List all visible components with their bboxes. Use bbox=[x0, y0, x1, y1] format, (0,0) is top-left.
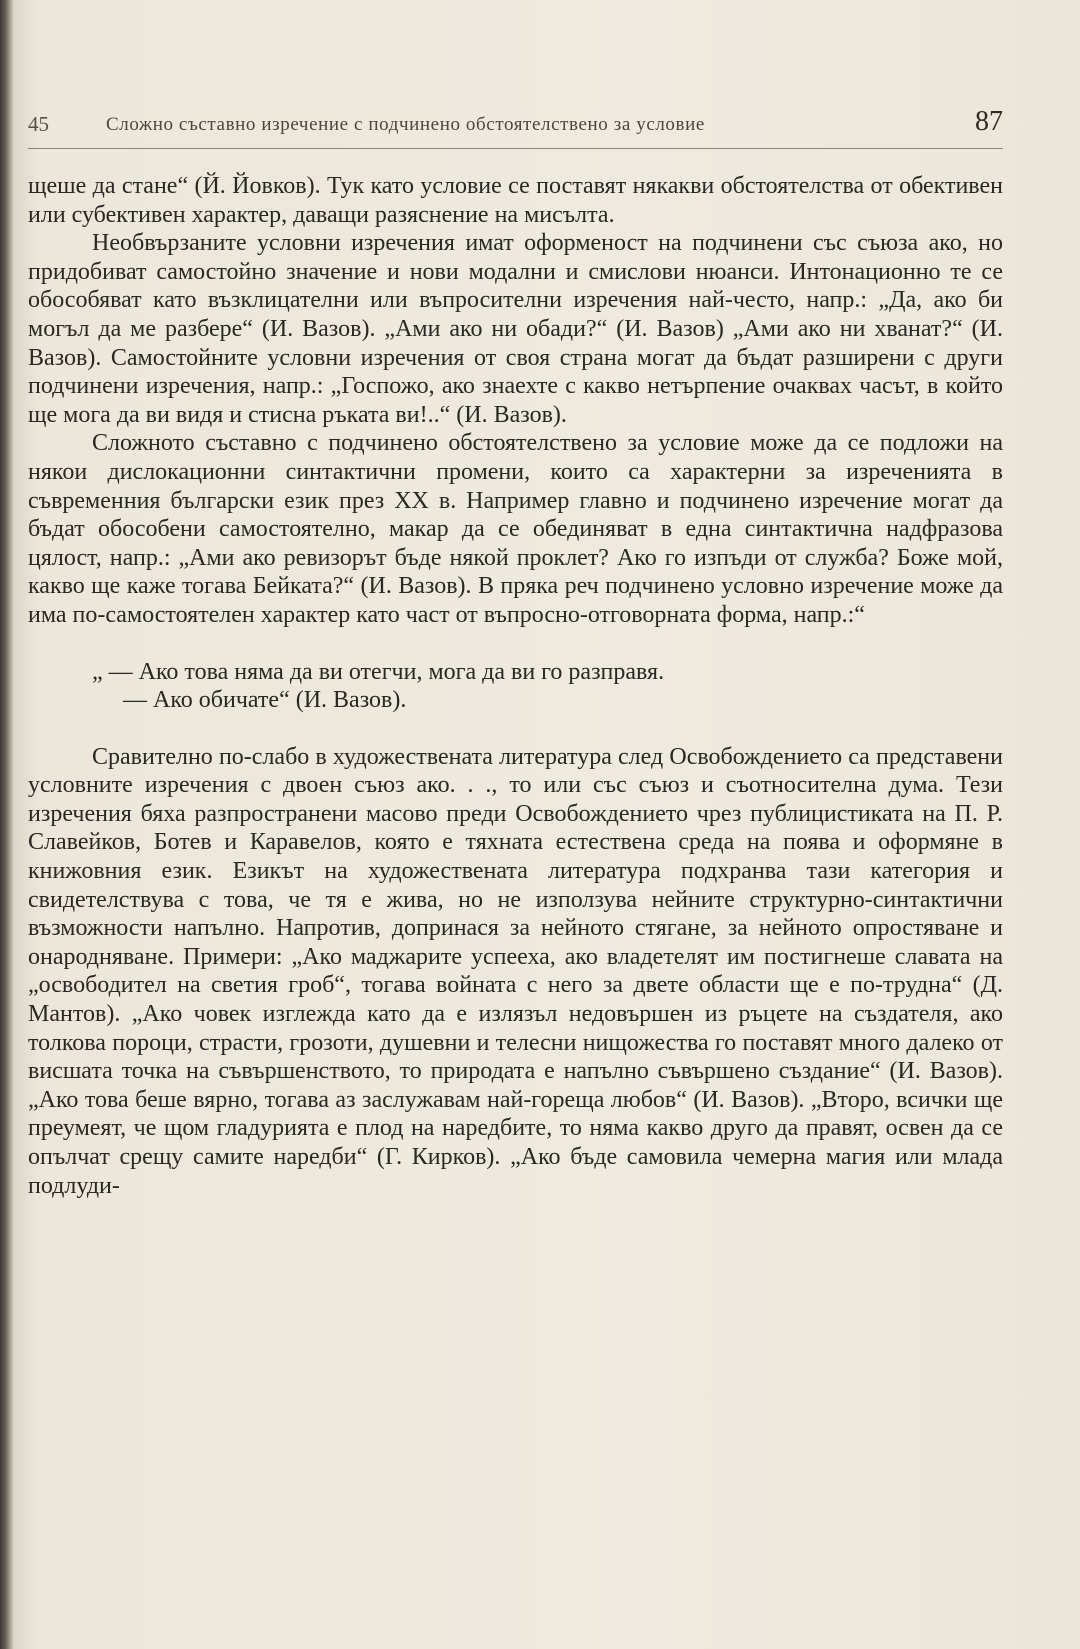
dialog-line: — Ако обичате“ (И. Вазов). bbox=[123, 687, 407, 714]
dialog-quote bbox=[28, 658, 1003, 715]
spacer bbox=[28, 630, 1003, 658]
paragraph-double-conjunction: Сравително по-слабо в художествената литература след Освобождението са представени условните изречения с двоен съюз ако. . ., то или със съюз и съотносителна дума. Тези изречения бяха разпространени масово преди Освобождението чрез публицистиката на П. Р. Славейков, Ботев и Каравелов, която е тяхната естествена среда на поява и оформяне в книжовния език. Езикът на художествената литература подхранва тази категория и свидетелствува с това, че тя е жива, но не използува нейните структурно-синтактични възможности напълно. Напротив, допринася за нейното стягане, за нейното опростяване и онародняване. Примери: „Ако маджарите успееха, ако владетелят им постигнеше славата на „освободител на светия гроб“, тогава войната с него за двете области ще е по-трудна“ (Д. Мантов). „Ако човек изглежда като да е излязъл недовършен из ръцете на създателя, ако толкова пороци, страсти, грозоти, душевни и телесни нищожества го поставят много далеко от висшата точка на съвършенството, то природата е напълно съвършено създание“ (И. Вазов). „Ако това беше вярно, тогава аз заслужавам най-гореща любов“ (И. Вазов). „Второ, всички ще преумеят, че щом гладурията е плод на наредбите, то няма какво друго да правят, освен да се опълчат срещу самите наредби“ (Г. Кирков). „Ако бъде самовила чемерна магия или млада подлуди- bbox=[28, 743, 1003, 1199]
spacer bbox=[28, 715, 1003, 743]
running-title: Сложно съставно изречение с подчинено обстоятелствено за условие bbox=[106, 114, 705, 135]
dialog-line: „ — Ако това няма да ви отегчи, мога да ви го разправя. bbox=[92, 658, 665, 685]
page-body bbox=[28, 172, 1003, 1200]
section-number: 45 bbox=[28, 112, 49, 136]
paragraph-continued: щеше да стане“ (Й. Йовков). Тук като условие се поставят някакви обстоятелства от обективен или субективен характер, даващи разяснение на мисълта. bbox=[28, 173, 1003, 228]
paragraph-independent-conditionals: Необвързаните условни изречения имат оформеност на подчинени със съюза ако, но придобиват самостойно значение и нови модални и смислови нюанси. Интонационно те се обособяват като възклицателни или въпросителни изречения най-често, напр.: „Да, ако би могъл да ме разбере“ (И. Вазов). „Ами ако ни обади?“ (И. Вазов) „Ами ако ни хванат?“ (И. Вазов). Самостойните условни изречения от своя страна могат да бъдат разширени с други подчинени изречения, напр.: „Госпожо, ако знаехте с какво нетърпение очаквах часът, в който ще мога да ви видя и стисна ръката ви!..“ (И. Вазов). bbox=[28, 230, 1003, 428]
running-header bbox=[28, 106, 1003, 149]
paragraph-dislocation: Сложното съставно с подчинено обстоятелствено за условие може да се подложи на някои дислокационни синтактични промени, които са характерни за изреченията в съвременния български език през XX в. Например главно и подчинено изречение могат да бъдат обособени самостоятелно, макар да се обединяват в една синтактична надфразова цялост, напр.: „Ами ако ревизорът бъде някой проклет? Ако го изпъди от служба? Боже мой, какво ще каже тогава Бейката?“ (И. Вазов). В пряка реч подчинено условно изречение може да има по-самостоятелен характер като част от въпросно-отговорната форма, напр.:“ bbox=[28, 430, 1003, 628]
page-number: 87 bbox=[975, 106, 1003, 137]
